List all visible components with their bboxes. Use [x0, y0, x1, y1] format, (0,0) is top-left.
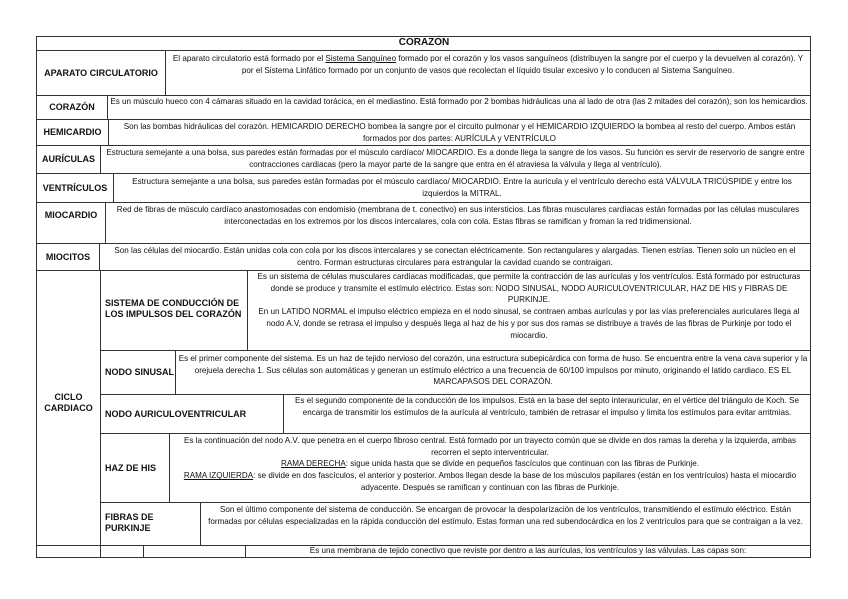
row-divider — [36, 202, 811, 203]
col-divider — [175, 350, 176, 394]
row-label-nodo-sinusal: NODO SINUSAL — [105, 366, 175, 377]
row-label-haz-de-his: HAZ DE HIS — [105, 462, 157, 473]
row-label-sistema-conduccion: SISTEMA DE CONDUCCIÓN DE LOS IMPULSOS DEL CORAZÓN — [105, 298, 242, 319]
row-label-auriculas: AURÍCULAS — [42, 154, 95, 164]
rama-izquierda-label: RAMA IZQUIERDA — [183, 471, 254, 481]
col-divider — [113, 173, 114, 202]
row-label-fibras-purkinje: FIBRAS DE PURKINJE — [105, 512, 154, 533]
text-fragment: formado por el corazón y los vasos sanguíneos (distribuyen la sangre por el cuerpo y la devuelven al corazón). Y por el Sistema Linfático formado por un conjunto de vasos que recolectan el líquido tisular excesivo y lo conducen al Sistema Sanguíneo. — [241, 54, 804, 75]
row-text-auriculas: Estructura semejante a una bolsa, sus paredes están formadas por el músculo cardíaco/ MIOCARDIO. Es a donde llega la sangre de los vasos. Su función es servir de reservorio de sangre entre contracciones cardiacas (pero la mayor parte de la sangre que entra en él atraviesa la válvula y llega al ventrículo). — [106, 148, 805, 169]
row-divider — [36, 173, 811, 174]
row-text-sistema-conduccion — [250, 271, 808, 349]
row-label-miocardio: MIOCARDIO — [44, 209, 98, 220]
text-paragraph: Es un sistema de células musculares cardiacas modificadas, que permite la contracción de las aurículas y los ventrículos. Está formado por estructuras donde se produce y transmite el estímulo eléctrico. Estas son: NODO SINUSAL, NODO AURICULOVENTRICULAR, HAZ DE HIS y FIBRAS DE PURKINJE. — [257, 272, 801, 305]
page-title: CORAZÓN — [398, 37, 450, 48]
row-divider — [100, 433, 811, 434]
col-divider — [105, 202, 106, 243]
col-divider — [165, 50, 166, 95]
row-label-miocitos: MIOCITOS — [45, 251, 91, 262]
text-fragment: : se divide en dos fascículos, el anterior y posterior. Ambos llegan desde la base de los músculos papilares (están en los ventrículos) hasta el miocardio adyacente. Después se ramifican y continuan con las fibras de Purkinje. — [253, 471, 797, 492]
col-divider — [247, 270, 248, 350]
col-divider — [283, 394, 284, 433]
row-text-nodo-av: Es el segundo componente de la conducción de los impulsos. Está en la base del septo interauricular, en el vértice del triángulo de Koch. Se encarga de transmitir los estímulos de la aurícula al ventrículo, también de retrasar el impulso y limita los estímulos para evitar arritmias. — [295, 396, 799, 417]
row-text-miocardio: Red de fibras de músculo cardíaco anastomosadas con endomisio (membrana de t. conectivo) en sus intersticios. Las fibras musculares cardíacas están formadas por las células musculares interconectadas en los extremos por los discos intercalares, cola con cola. Estas fibras se ramifican y froman la red tridimensional. — [116, 205, 800, 226]
row-divider — [36, 119, 811, 120]
text-fragment: : sigue unida hasta que se divide en pequeños fascículos que continuan con las fibras de Purkinje. — [345, 459, 699, 469]
table-border-bottom — [36, 557, 811, 558]
row-text-haz-de-his — [172, 435, 808, 502]
rama-izquierda-paragraph — [172, 470, 808, 493]
row-text-hemicardio: Son las bombas hidráulicas del corazón. HEMICARDIO DERECHO bombea la sangre por el circuito pulmonar y el HEMICARDIO IZQUIERDO la bombea al resto del cuerpo. Ambos están formados por dos partes: AURÍCULA y VENTRÍCULO — [123, 122, 796, 143]
row-label-aparato-circulatorio: APARATO CIRCULATORIO — [44, 67, 158, 78]
col-divider — [108, 119, 109, 145]
text-fragment: El aparato circulatorio está formado por el — [172, 54, 326, 63]
row-text-endocardio: Es una membrana de tejido conectivo que reviste por dentro a las aurículas, los ventrículos y las válvulas. Las capas son: — [309, 546, 747, 555]
col-divider — [100, 145, 101, 173]
row-text-fibras-purkinje: Son el último componente del sistema de conducción. Se encargan de provocar la despolarización de los ventrículos, transmitiendo el estímulo eléctrico. Están formadas por células especializadas en la rápida conducción del estímulo. Estas forman una red subendocárdica en los 2 ventrículos para que se contraigan a la vez. — [208, 505, 803, 526]
col-divider — [245, 545, 246, 557]
col-divider — [143, 545, 144, 557]
text-paragraph: Es la continuación del nodo A.V. que penetra en el cuerpo fibroso central. Está formado por un trayecto común que se divide en dos ramas la dereha y la izquierda, ambas recorren el septo interventricular. — [183, 436, 797, 457]
row-label-nodo-av: NODO AURICULOVENTRICULAR — [105, 408, 247, 419]
row-divider — [100, 350, 811, 351]
row-text-corazon: Es un músculo hueco con 4 cámaras situado en la cavidad torácica, en el mediastino. Está formado por 2 bombas hidráulicas una al lado de otra (las 2 mitades del corazón), son los hemicardios. — [110, 97, 808, 106]
col-divider — [200, 502, 201, 545]
row-label-ciclo-cardiaco: CICLO CARDIACO — [44, 392, 93, 413]
col-divider — [169, 433, 170, 502]
row-text-aparato-circulatorio — [168, 53, 808, 94]
row-label-hemicardio: HEMICARDIO — [43, 127, 102, 137]
row-text-nodo-sinusal: Es el primer componente del sistema. Es un haz de tejido nervioso del corazón, una estructura subepicárdica con forma de huso. Se encuentra entre la vena cava superior y la orejuela derecha 1. Sus células son automáticas y generan un estímulo eléctrico a una frecuencia de 60/100 impulsos por minuto, originando el latido cardiaco. ES EL MARCAPASOS DEL CORAZÓN. — [178, 354, 808, 387]
col-divider — [99, 243, 100, 270]
col-divider — [107, 95, 108, 119]
row-divider — [36, 145, 811, 146]
sistema-sanguineo-link: Sistema Sanguíneo — [325, 54, 397, 63]
row-divider — [36, 243, 811, 244]
row-divider — [100, 502, 811, 503]
col-divider — [100, 270, 101, 557]
table-border-top — [36, 36, 811, 37]
rama-derecha-paragraph — [172, 458, 808, 470]
rama-derecha-label: RAMA DERECHA — [281, 459, 346, 469]
text-paragraph: En un LATIDO NORMAL el impulso eléctrico empieza en el nodo sinusal, se contraen ambas aurículas y por las vías preferenciales auriculares llega al nodo A.V, donde se retrasa el impulso y después llega al haz de his y por sus dos ramas se distribuye a través de las fibras de Purkinje por todo el miocardio. — [258, 307, 800, 340]
row-text-ventriculos: Estructura semejante a una bolsa, sus paredes están formadas por el músculo cardíaco/ MIOCARDIO. Entre la aurícula y el ventrículo derecho está VÁLVULA TRICÚSPIDE y entre los izquierdos la MITRAL. — [132, 177, 792, 198]
row-text-miocitos: Son las células del miocardio. Están unidas cola con cola por los discos intercalares y se conectan eléctricamente. Son rectangulares y alargadas. Tienen estrías. Tienen solo un núcleo en el centro. Forman estructuras circulares para estrangular la cavidad cuando se contraigan. — [114, 246, 796, 267]
row-label-corazon: CORAZÓN — [49, 102, 95, 112]
table-border-right — [810, 36, 811, 557]
row-label-ventriculos: VENTRÍCULOS — [42, 182, 108, 193]
